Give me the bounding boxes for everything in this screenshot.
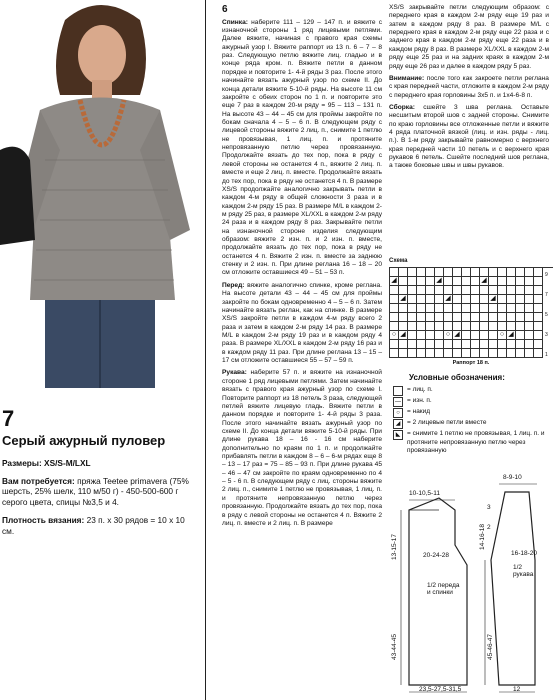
chart-cell (525, 322, 534, 331)
legend-text: = снимите 1 петлю не провязывая, 1 лиц. п. и протяните непровязанную петлю через провязанную (407, 430, 545, 455)
legend-symbol: ◣ (393, 430, 403, 440)
chart-cell (426, 295, 435, 304)
chart-cell (516, 313, 525, 322)
chart-cell (390, 304, 399, 313)
chart-cell (507, 313, 516, 322)
chart-cell (435, 295, 444, 304)
chart-cell (408, 322, 417, 331)
chart-cell (408, 331, 417, 340)
chart-cell (489, 268, 498, 277)
legend-item (393, 430, 551, 455)
chart-grid (389, 267, 553, 358)
diagram-label-neck: 10-10,5-11 (409, 490, 440, 497)
chart-cell (390, 322, 399, 331)
chart-cell (498, 322, 507, 331)
chart-cell (462, 304, 471, 313)
chart-cell (534, 295, 543, 304)
chart-cell (471, 295, 480, 304)
chart-cell (534, 277, 543, 286)
chart-cell (471, 313, 480, 322)
diagram-label-sleeve-width: 16-18-20 (511, 550, 538, 557)
pattern-number: 7 (2, 406, 15, 431)
chart-cell: ○ (390, 331, 399, 340)
chart-cell (426, 313, 435, 322)
legend-symbol: ○ (393, 408, 403, 418)
chart-cell (480, 322, 489, 331)
chart-cell (525, 313, 534, 322)
chart-cell (516, 304, 525, 313)
chart-cell (444, 286, 453, 295)
chart-cell (462, 286, 471, 295)
chart-cell (408, 286, 417, 295)
chart-row-number: 1 (545, 352, 548, 358)
chart-row-number: 3 (545, 332, 548, 338)
chart-cell (525, 349, 534, 358)
chart-cell (399, 304, 408, 313)
chart-cell (489, 313, 498, 322)
chart-cell (498, 304, 507, 313)
front-paragraph: Перед: вяжите аналогично спинке, кроме реглана. На высоте детали 43 – 44 – 45 см для проймы закройте по бокам одновременно 4 – 5 – 6 п. Затем начинайте вязать реглан, как на спинке. В размере XS/S закройте петли в каждом 4-м ряду всего 2 раза и затем в каждом 2-м ряду 14 раз. В размере M/L в каждом 2-м ряду 19 раз и в каждом ряду 4 раза. В размере XL/XXL в каждом 2-м ряду 16 раз и в каждом ряду 11 раз. При длине реглана 13 – 15 – 17 см отложите оставшиеся 55 – 57 – 59 п. (222, 281, 382, 365)
chart-cell (480, 313, 489, 322)
chart-cell (498, 295, 507, 304)
chart-cell (417, 304, 426, 313)
chart-cell (417, 277, 426, 286)
chart-cell (444, 322, 453, 331)
diagram-label-front-back: 1/2 переда и спинки (427, 582, 460, 596)
diagram-label-3: 3 (487, 504, 491, 511)
chart-cell (507, 286, 516, 295)
chart-cell (453, 304, 462, 313)
chart-cell (507, 268, 516, 277)
chart-cell (471, 331, 480, 340)
gauge-paragraph: Плотность вязания: 23 п. x 30 рядов = 10 x 10 см. (2, 515, 185, 536)
pattern-intro (2, 408, 198, 544)
assembly-paragraph: Сборка: сшейте 3 шва реглана. Оставьте несшитым второй шов с задней стороны. Снимите по краю горловины все отложенные петли и вяжите 4 ряда платочной вязкой (лиц. и изн. ряды - лиц. п.). В 1-м ряду закрывайте равномерно с верхнего края передней части 10 петель и с верхнего края рукавов 6 петель. Сшейте последний шов реглана, а также боковые швы и швы рукавов. (389, 103, 549, 170)
chart-cell (453, 286, 462, 295)
legend-item (393, 408, 551, 418)
chart-cell (444, 340, 453, 349)
legend-item (393, 419, 551, 429)
chart-cell: ○ (498, 331, 507, 340)
chart-cell (417, 349, 426, 358)
chart-cell (417, 286, 426, 295)
chart-cell (489, 322, 498, 331)
chart-cell (435, 268, 444, 277)
chart-cell: ◢ (399, 295, 408, 304)
diagram-label-cuff: 12 (513, 686, 521, 693)
chart-cell (480, 340, 489, 349)
chart-cell (435, 349, 444, 358)
legend-text: = лиц. п. (407, 386, 433, 394)
chart-cell (453, 268, 462, 277)
step-number: 6 (222, 4, 228, 15)
legend-symbol: ◢ (393, 419, 403, 429)
chart-cell (399, 313, 408, 322)
chart-cell (408, 349, 417, 358)
chart-row-number: 7 (545, 292, 548, 298)
chart-cell (408, 340, 417, 349)
chart-cell (399, 349, 408, 358)
chart-cell (444, 349, 453, 358)
chart-cell (480, 286, 489, 295)
chart-cell (507, 304, 516, 313)
chart-cell (435, 304, 444, 313)
chart-cell (435, 340, 444, 349)
chart-cell (435, 331, 444, 340)
diagram-label-width: 20-24-28 (423, 552, 450, 559)
knitting-chart (389, 258, 553, 366)
chart-cell (480, 331, 489, 340)
chart-cell (498, 277, 507, 286)
chart-cell (525, 268, 534, 277)
chart-cell (417, 340, 426, 349)
sizes-paragraph: Размеры: XS/S-M/LXL (2, 457, 91, 468)
chart-cell (471, 277, 480, 286)
chart-cell (516, 277, 525, 286)
chart-cell (480, 304, 489, 313)
chart-cell: ◢ (507, 331, 516, 340)
chart-rapport: Раппорт 18 п. (452, 360, 490, 366)
chart-cell (516, 295, 525, 304)
chart-cell (399, 340, 408, 349)
chart-cell (471, 322, 480, 331)
attention-paragraph: Внимание: после того как закроете петли реглана с края передней части, отложите в каждом 2-м ряду с переднего края горловины 3x5 п. и 1x4-6-8 п. (389, 74, 549, 99)
chart-cell (426, 349, 435, 358)
chart-cell (507, 295, 516, 304)
chart-cell: ◢ (390, 277, 399, 286)
chart-cell (435, 322, 444, 331)
chart-cell (525, 277, 534, 286)
chart-cell (426, 277, 435, 286)
chart-cell (417, 331, 426, 340)
chart-cell (462, 331, 471, 340)
chart-cell (489, 349, 498, 358)
chart-cell (507, 349, 516, 358)
chart-cell (444, 304, 453, 313)
chart-cell (462, 340, 471, 349)
chart-cell (498, 340, 507, 349)
chart-cell (471, 349, 480, 358)
chart-cell (453, 295, 462, 304)
chart-cell (417, 322, 426, 331)
chart-cell (534, 268, 543, 277)
legend-text: = изн. п. (407, 397, 432, 405)
chart-cell (534, 331, 543, 340)
chart-cell (480, 295, 489, 304)
chart-cell (489, 340, 498, 349)
chart-cell (462, 268, 471, 277)
model-photo (0, 0, 200, 388)
sleeves-paragraph: Рукава: наберите 57 п. и вяжите на изнаночной стороне 1 ряд лицевыми петлями. Затем начинайте вязать с правого края ажурный узор по схеме I. Повторите раппорт из 18 петель 3 раза, следующей петлей вяжите лицевую гладь. Вяжите петли в данном порядке и повторите 1- 4-й ряды 3 раза. После этого начинайте вязать ажурный узор по схеме II. До конца детали вяжите 5-10-й ряды. При длине рукава 18 – 16 - 16 см наберите дополнительно по краям по 1 п. и продолжайте прибавлять петли в каждом 8 – 6 – 6-м рядах еще 8 – 13 – 17 раз = 75 – 85 – 93 п. При длине рукава 45 – 46 – 47 см закройте по краям одновременно по 4 – 5 - 6 п. В следующем ряду с лиц. стороны вяжите 2 лиц. п., снимите 1 петлю не провязывая, 1 лиц. п. и протяните непровязанную петлю через провязанную. Продолжайте вязать до тех пор, пока в ряду с левой стороны не останется 4 п. Вяжите 2 лиц. п. вместе и 2 лиц. п. В размере (222, 369, 382, 527)
diagram-label-raglan: 13-15-17 (391, 533, 398, 560)
diagram-label-sleeve-top: 8-9-10 (503, 474, 522, 481)
chart-cell (408, 268, 417, 277)
chart-cell (507, 340, 516, 349)
chart-cell (516, 286, 525, 295)
chart-cell (489, 331, 498, 340)
chart-cell (525, 331, 534, 340)
chart-cell (444, 313, 453, 322)
pattern-diagram-shapes (387, 470, 553, 700)
chart-cell (390, 313, 399, 322)
chart-cell (498, 286, 507, 295)
chart-cell (408, 313, 417, 322)
diagram-label-half-sleeve: 1/2 рукава (513, 564, 534, 578)
diagram-label-2: 2 (487, 524, 491, 531)
legend (393, 373, 551, 457)
chart-cell (516, 331, 525, 340)
chart-cell (408, 277, 417, 286)
chart-cell (489, 277, 498, 286)
diagram-label-body-length: 43-44-45 (391, 633, 398, 660)
chart-cell (534, 313, 543, 322)
chart-cell (435, 313, 444, 322)
chart-cell (462, 277, 471, 286)
chart-cell (435, 286, 444, 295)
chart-cell (507, 322, 516, 331)
chart-cell (399, 286, 408, 295)
chart-cell (453, 322, 462, 331)
instructions-column-2 (389, 4, 549, 175)
chart-cell (498, 349, 507, 358)
pattern-title: Серый ажурный пуловер (2, 433, 166, 448)
chart-cell (453, 340, 462, 349)
instructions-column (222, 4, 382, 532)
chart-cell (534, 322, 543, 331)
legend-title: Условные обозначения: (409, 373, 505, 382)
chart-cell (480, 349, 489, 358)
chart-cell (408, 304, 417, 313)
chart-cell (498, 313, 507, 322)
chart-cell (462, 295, 471, 304)
chart-cell (534, 349, 543, 358)
chart-cell (390, 295, 399, 304)
chart-cell (516, 268, 525, 277)
chart-cell (426, 268, 435, 277)
chart-cell (453, 277, 462, 286)
column-divider (205, 0, 206, 700)
chart-cell: ○ (444, 331, 453, 340)
continued-paragraph: XS/S закрывайте петли следующим образом: с переднего края в каждом 2-м ряду еще 19 раз и затем в каждом ряду 8 раз. В размере M/L с переднего края в каждом 2-м ряду еще 22 раза и с заднего края в каждом 2-м ряду еще 22 раза и в каждом ряду 8 раз. В размере XL/XXL в каждом 2-м ряду еще 25 раз и на задних краях в каждом 2-м ряду еще 26 раз и далее в каждом ряду 5 раз. (389, 4, 549, 70)
pattern-diagram (387, 470, 553, 700)
chart-cell (417, 268, 426, 277)
chart-cell: ◢ (435, 277, 444, 286)
chart-cell (525, 304, 534, 313)
chart-cell (516, 340, 525, 349)
chart-cell (399, 268, 408, 277)
chart-cell (453, 349, 462, 358)
chart-cell (471, 286, 480, 295)
legend-symbol (393, 386, 403, 396)
chart-cell (444, 268, 453, 277)
diagram-label-sleeve-length: 45-46-47 (487, 633, 494, 660)
chart-cell (426, 304, 435, 313)
chart-cell (426, 286, 435, 295)
chart-cell (408, 295, 417, 304)
chart-cell (471, 304, 480, 313)
chart-cell (462, 313, 471, 322)
chart-cell (462, 349, 471, 358)
chart-cell (390, 268, 399, 277)
chart-cell (399, 277, 408, 286)
chart-cell (480, 268, 489, 277)
chart-cell (489, 304, 498, 313)
diagram-label-hem: 23,5-27,5-31,5 (419, 686, 462, 693)
chart-cell (426, 340, 435, 349)
legend-text: = накид (407, 408, 431, 416)
chart-cell: ◢ (444, 295, 453, 304)
chart-cell (525, 340, 534, 349)
chart-cell (390, 286, 399, 295)
legend-symbol: — (395, 399, 401, 406)
chart-cell (453, 313, 462, 322)
back-paragraph: Спинка: наберите 111 – 129 – 147 п. и вяжите с изнаночной стороны 1 ряд лицевыми петлями. Далее вяжите, начиная с правого края схемы ажурный узор I. Вяжите раппорт из 13 п. 6 – 7 – 8 раз. Следующую петлю вяжите лиц. гладью и в конце ряда кром. п. Вяжите петли в данном порядке и повторите 1- 4-й ряды 3 раз. После этого начинайте вязать ажурный узор по схеме II. До конца детали вяжите 5-10-й ряды. На высоте 11 см закройте с обеих сторон по 1 п. и повторите это еще 7 раз в каждом 20-м ряду = 95 – 113 – 131 п. На высоте 43 – 44 – 45 см для проймы закройте по бокам сначала 4 – 5 – 6 п. В следующем ряду с лицевой стороны вяжите 2 лиц. п., снимите 1 петлю не провязывая, 1 лиц. п. и протяните непровязанную петлю через провязанную. Продолжайте вязать до тех пор, пока в ряду с левой стороны не останется 4 п., вяжите 2 лиц. п. вместе и еще 2 лиц. п. вместе. Продолжайте вязать до тех пор, пока в ряду не останется 4 п. В размере XS/S продолжайте аналогично закрывать петли в каждом 4-м ряду в общей сложности 3 раза и в каждом 2-м ряду 15 раз. В размере M/L в каждом 2-м ряду 25 раз, в размере XL/XXL в каждом 2-м ряду 24 раза и в каждом ряду 8 раз. Закрывайте петли на изнаночной стороне изделия следующим образом: вяжите 2 изн. п. и 2 изн. п. вместе, продолжайте вязать до тех пор, пока в ряду не останется 4 п. Вяжите 2 изн. п. вместе за заднюю стенку и 2 изн. п. При длине реглана 16 – 18 – 20 см отложите оставшиеся 49 – 51 – 53 п. (222, 18, 382, 277)
chart-cell (525, 286, 534, 295)
chart-cell (444, 277, 453, 286)
diagram-label-sleeve-cap: 14-16-18 (479, 523, 486, 550)
chart-cell (471, 340, 480, 349)
chart-cell (525, 295, 534, 304)
legend-item (393, 386, 551, 396)
chart-cell (534, 304, 543, 313)
chart-cell: ◢ (399, 331, 408, 340)
chart-row-number: 5 (545, 312, 548, 318)
legend-text: = 2 лицевые петли вместе (407, 419, 487, 427)
chart-cell (507, 277, 516, 286)
chart-cell (489, 286, 498, 295)
chart-title: Схема (389, 258, 408, 264)
chart-cell: ◢ (453, 331, 462, 340)
chart-cell: ◢ (480, 277, 489, 286)
chart-cell (516, 349, 525, 358)
chart-cell (471, 268, 480, 277)
chart-cell (426, 331, 435, 340)
chart-cell (516, 322, 525, 331)
chart-cell (417, 313, 426, 322)
chart-cell (534, 340, 543, 349)
materials-paragraph: Вам потребуется: пряжа Teetee primavera (75% шерсть, 25% шелк, 110 м/50 г) - 450-500-600 г серого цвета, спицы №3,5 и 4. (2, 475, 189, 508)
chart-cell (417, 295, 426, 304)
chart-row-number: 9 (545, 272, 548, 278)
chart-cell (399, 322, 408, 331)
chart-cell (498, 268, 507, 277)
chart-cell (390, 340, 399, 349)
chart-cell (426, 322, 435, 331)
legend-item (393, 397, 551, 407)
chart-cell (390, 349, 399, 358)
chart-cell (462, 322, 471, 331)
chart-cell: ◢ (489, 295, 498, 304)
chart-cell (534, 286, 543, 295)
